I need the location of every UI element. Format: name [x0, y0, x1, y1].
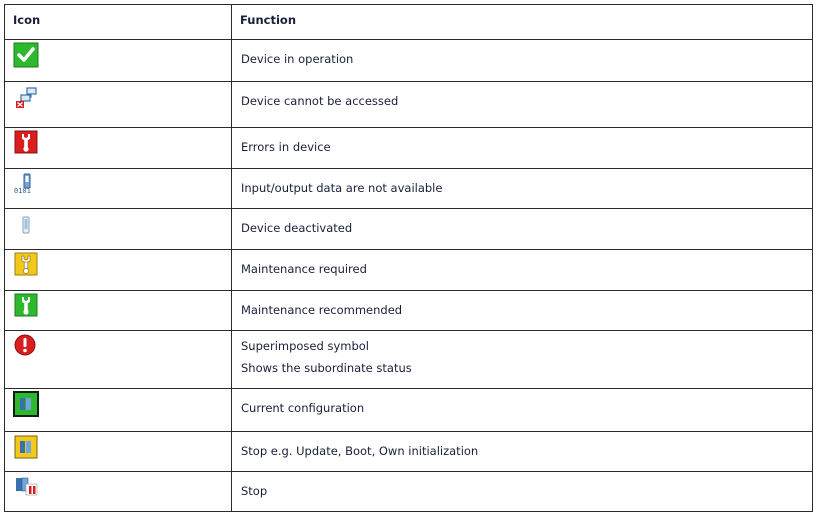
- function-cell: Stop e.g. Update, Boot, Own initialization: [232, 432, 813, 472]
- config-stop-icon: [13, 474, 39, 500]
- status-icon-legend-table: [4, 4, 813, 512]
- config-green-icon: [13, 391, 39, 417]
- icon-cell: [5, 209, 232, 250]
- icon-cell: [5, 40, 232, 82]
- network-error-icon: [13, 84, 39, 110]
- table-row: [5, 389, 813, 432]
- exclamation-red-icon: [13, 333, 39, 359]
- io-data-unavailable-icon: [13, 171, 43, 197]
- function-line-2: Shows the subordinate status: [241, 361, 412, 375]
- icon-cell: [5, 472, 232, 512]
- function-cell: Device cannot be accessed: [232, 82, 813, 128]
- icon-cell: [5, 331, 232, 389]
- function-line-1: Superimposed symbol: [241, 339, 369, 353]
- wrench-red-icon: [13, 130, 39, 156]
- function-cell: Current configuration: [232, 389, 813, 432]
- function-cell: Device in operation: [232, 40, 813, 82]
- wrench-green-icon: [13, 293, 39, 319]
- icon-cell: [5, 128, 232, 169]
- icon-column-header: Icon: [5, 5, 232, 40]
- function-column-header: Function: [232, 5, 813, 40]
- table-row: [5, 472, 813, 512]
- icon-cell: [5, 432, 232, 472]
- io-data-digits: 0101: [14, 187, 31, 195]
- table-row: [5, 209, 813, 250]
- function-cell: Input/output data are not available: [232, 169, 813, 209]
- function-cell: [232, 331, 813, 389]
- table-row: [5, 432, 813, 472]
- table-row: [5, 169, 813, 209]
- table-row: [5, 291, 813, 331]
- config-yellow-icon: [13, 434, 39, 460]
- wrench-yellow-icon: [13, 252, 39, 278]
- function-cell: Maintenance recommended: [232, 291, 813, 331]
- table-header-row: [5, 5, 813, 40]
- function-cell: Maintenance required: [232, 250, 813, 291]
- check-green-icon: [13, 42, 39, 68]
- icon-cell: [5, 169, 232, 209]
- icon-cell: [5, 250, 232, 291]
- table-row: [5, 82, 813, 128]
- table-row: [5, 250, 813, 291]
- function-cell: Device deactivated: [232, 209, 813, 250]
- function-cell: Stop: [232, 472, 813, 512]
- icon-cell: [5, 389, 232, 432]
- device-deactivated-icon: [13, 211, 39, 237]
- function-cell: Errors in device: [232, 128, 813, 169]
- icon-cell: [5, 82, 232, 128]
- table-row: [5, 128, 813, 169]
- table-row: [5, 40, 813, 82]
- icon-cell: [5, 291, 232, 331]
- table-row: [5, 331, 813, 389]
